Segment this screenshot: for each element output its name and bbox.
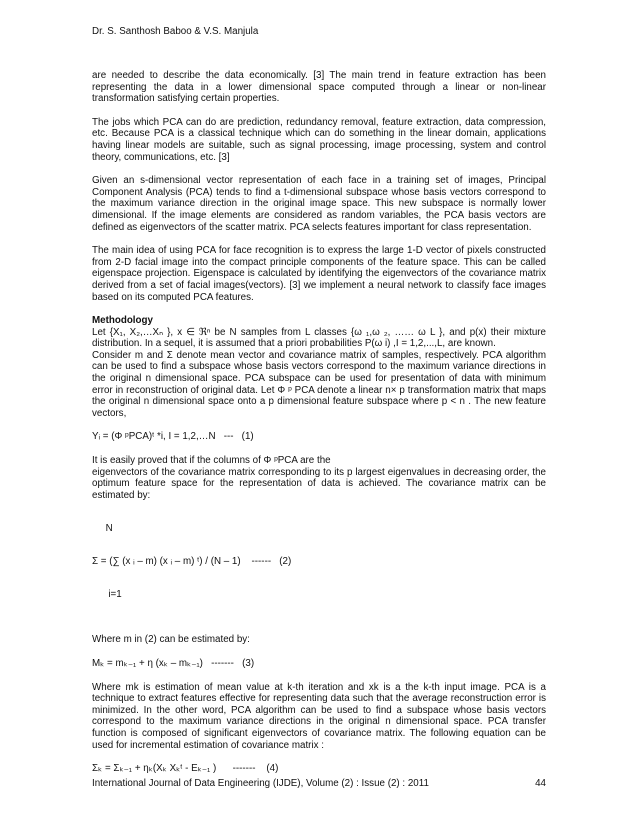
equation-2-upper-limit: N — [92, 523, 113, 535]
page-number: 44 — [535, 778, 546, 789]
equation-3: Mₖ = mₖ₋₁ + η (xₖ – mₖ₋₁) ------- (3) — [92, 658, 255, 669]
covariance-estimation-text: eigenvectors of the covariance matrix corresponding to its p largest eigenvalues in decreasing order, the optimum feature space for the representation of data is achieved. The covariance matrix can be estimated by: — [92, 466, 546, 501]
equation-2 — [92, 501, 546, 622]
paragraph-intro: are needed to describe the data economically. [3] The main trend in feature extraction has been representing the data in a lower dimensional space computed through a linear or non-linear transformation satisfying certain properties. — [92, 70, 546, 105]
mean-estimation-text: Where m in (2) can be estimated by: — [92, 634, 250, 646]
equation-1: Yᵢ = (Φ ᵖPCA)ᵗ *i, I = 1,2,…N --- (1) — [92, 431, 254, 443]
methodology-samples: Let {X₁, X₂,…Xₙ }, x ∈ ℜⁿ be N samples from L classes {ω ₁,ω ₂, …… ω L }, and p(x) their mixture distribution. In a sequel, it is assumed that a priori probabilities P(ω i) ,I = 1,2,...,L, are known. — [92, 326, 546, 350]
equation-2-lower-limit: i=1 — [92, 589, 122, 601]
journal-citation: International Journal of Data Engineering (IJDE), Volume (2) : Issue (2) : 2011 — [92, 778, 429, 789]
section-heading-methodology: Methodology — [92, 315, 153, 327]
equation-4: Σₖ = Σₖ₋₁ + ηₖ(Xₖ Xₖᵗ - Eₖ₋₁ ) ------- (4) — [92, 763, 279, 775]
incremental-estimation-paragraph: Where mk is estimation of mean value at k-th iteration and xk is a the k-th input image. PCA is a technique to extract features effective for representing data such that the average reconstruction error is minimized. In the other word, PCA algorithm can be used to find a subspace whose basis vectors correspond to the maximum variance directions in the original n dimensional space. PCA transfer function is composed of significant eigenvectors of covariance matrix. The following equation can be used for incremental estimation of covariance matrix : — [92, 681, 546, 751]
page-footer — [92, 778, 546, 790]
paragraph-pca-jobs: The jobs which PCA can do are prediction, redundancy removal, feature extraction, data compression, etc. Because PCA is a classical technique which can do something in the linear domain, applications having linear models are suitable, such as signal processing, image processing, system and control theory, communications, etc. [3] — [92, 116, 546, 163]
running-header: Dr. S. Santhosh Baboo & V.S. Manjula — [92, 26, 259, 37]
paragraph-pca-definition: Given an s-dimensional vector representation of each face in a training set of images, Principal Component Analysis (PCA) tends to find a t-dimensional subspace whose basis vectors correspond to the maximum variance direction in the original image space. This new subspace is normally lower dimensional. If the image elements are considered as random variables, the PCA basis vectors are defined as eigenvectors of the scatter matrix. PCA selects features important for class representation. — [92, 175, 546, 233]
methodology-transformation: Consider m and Σ denote mean vector and covariance matrix of samples, respectively. PCA algorithm can be used to find a subspace whose basis vectors correspond to the maximum variance directions in the original n dimensional space. PCA subspace can be used for presentation of data with minimum error in reconstruction of original data. Let Φ ᵖ PCA denote a linear n× p transformation matrix that maps the original n dimensional space onto a p dimensional feature subspace where p < n . The new feature vectors, — [92, 349, 546, 419]
proof-statement: It is easily proved that if the columns of Φ ᵖPCA are the — [92, 455, 331, 467]
body-content — [92, 70, 546, 787]
equation-2-body: Σ = (∑ (x ᵢ – m) (x ᵢ – m) ᵗ) / (N – 1) ------ (2) — [92, 556, 292, 568]
paragraph-face-recognition: The main idea of using PCA for face recognition is to express the large 1-D vector of pixels constructed from 2-D facial image into the compact principle components of the feature space. This can be called eigenspace projection. Eigenspace is calculated by identifying the eigenvectors of the covariance matrix derived from a set of facial images(vectors). [3] we implement a neural network to classify face images based on its computed PCA features. — [92, 245, 546, 303]
